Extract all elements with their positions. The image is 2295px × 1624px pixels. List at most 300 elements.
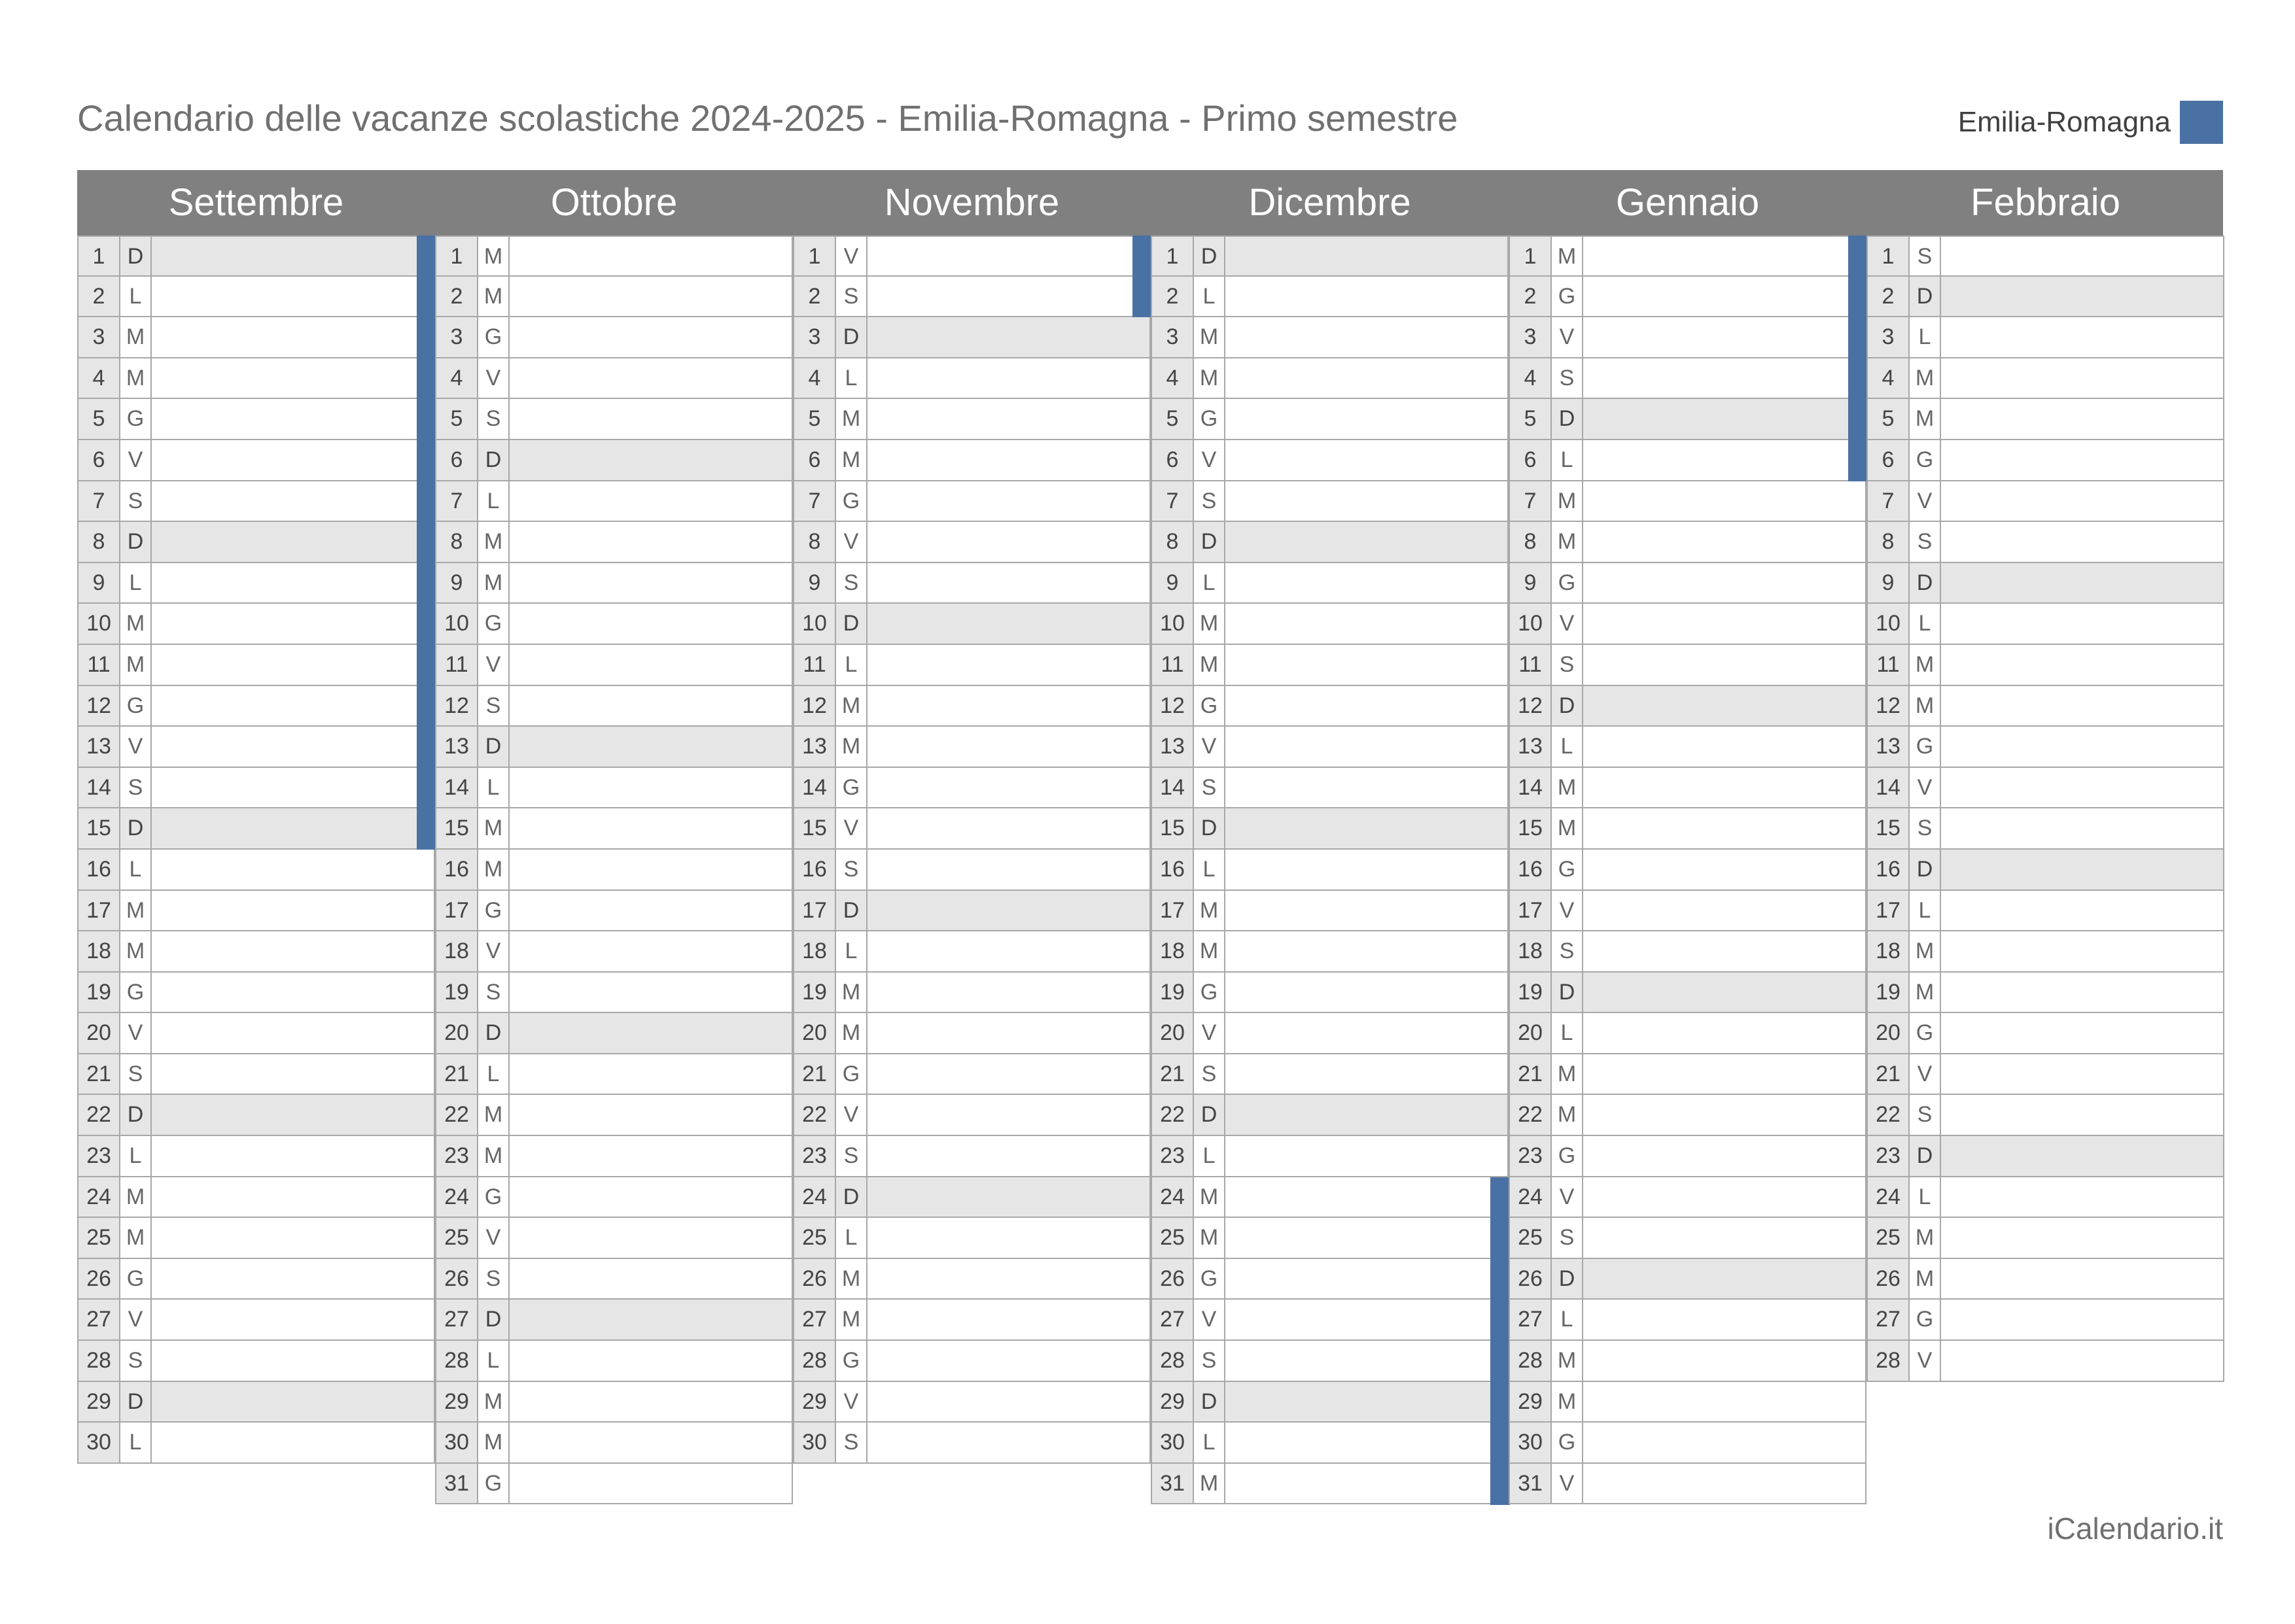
day-row	[1151, 727, 1509, 768]
weekday-letter: L	[1552, 1013, 1583, 1053]
day-row	[1509, 850, 1866, 891]
day-row	[1866, 1218, 2224, 1259]
day-row	[435, 1218, 793, 1259]
day-number: 8	[794, 522, 836, 562]
weekday-letter: M	[1552, 481, 1583, 521]
day-row	[77, 1013, 435, 1054]
day-number: 5	[436, 399, 478, 439]
day-cell	[510, 891, 792, 931]
day-row	[1151, 604, 1509, 645]
weekday-letter: D	[478, 727, 510, 767]
day-row	[77, 235, 435, 277]
day-cell	[867, 1382, 1149, 1422]
weekday-letter: S	[1194, 768, 1225, 808]
weekday-letter: G	[1194, 686, 1225, 726]
day-row	[1151, 440, 1509, 481]
day-number: 2	[1152, 277, 1194, 317]
day-cell	[510, 1259, 792, 1299]
day-cell	[1225, 891, 1507, 931]
day-cell	[867, 1054, 1149, 1094]
weekday-letter: S	[1552, 645, 1583, 685]
day-cell	[867, 768, 1149, 808]
weekday-letter: G	[478, 317, 510, 357]
day-number: 22	[1510, 1095, 1552, 1135]
day-number: 9	[1152, 563, 1194, 603]
weekday-letter: V	[836, 522, 867, 562]
day-row	[77, 277, 435, 318]
weekday-letter: M	[836, 1259, 867, 1299]
day-row	[1151, 1013, 1509, 1054]
day-row	[1866, 604, 2224, 645]
day-row	[77, 1136, 435, 1177]
day-cell	[867, 317, 1149, 357]
day-number: 14	[1152, 768, 1194, 808]
day-number: 11	[79, 645, 120, 685]
weekday-letter: D	[120, 237, 152, 275]
day-number: 11	[436, 645, 478, 685]
day-cell	[1225, 808, 1507, 848]
weekday-letter: S	[478, 686, 510, 726]
weekday-letter: D	[1552, 1259, 1583, 1299]
day-row	[77, 317, 435, 358]
weekday-letter: G	[1910, 1013, 1941, 1053]
day-number: 16	[436, 850, 478, 890]
day-number: 30	[1510, 1423, 1552, 1462]
day-cell	[1583, 1259, 1865, 1299]
weekday-letter: L	[478, 481, 510, 521]
day-cell	[1583, 237, 1865, 275]
day-cell	[152, 645, 434, 685]
day-number: 6	[1152, 440, 1194, 480]
day-row	[793, 973, 1151, 1014]
day-row	[1509, 1177, 1866, 1218]
weekday-letter: V	[836, 808, 867, 848]
day-cell	[510, 1341, 792, 1381]
day-row	[1866, 277, 2224, 318]
day-row	[77, 973, 435, 1014]
day-cell	[1225, 440, 1507, 480]
day-number: 7	[794, 481, 836, 521]
day-number: 15	[1152, 808, 1194, 848]
day-row	[435, 1464, 793, 1505]
day-row	[435, 358, 793, 400]
day-cell	[152, 1095, 434, 1135]
day-row	[793, 1341, 1151, 1382]
day-number: 23	[1868, 1136, 1910, 1176]
weekday-letter: S	[120, 1341, 152, 1381]
day-row	[77, 1300, 435, 1341]
day-number: 13	[794, 727, 836, 767]
day-number: 26	[1868, 1259, 1910, 1299]
day-number: 1	[79, 237, 120, 275]
day-cell	[867, 1259, 1149, 1299]
day-number: 18	[436, 931, 478, 971]
weekday-letter: M	[1552, 1095, 1583, 1135]
day-cell	[152, 481, 434, 521]
day-cell	[1941, 1259, 2223, 1299]
weekday-letter: G	[836, 1054, 867, 1094]
day-number: 4	[1868, 358, 1910, 398]
weekday-letter: M	[478, 563, 510, 603]
day-cell	[1583, 399, 1865, 439]
day-row	[77, 1341, 435, 1382]
day-row	[77, 1177, 435, 1218]
day-cell	[1225, 522, 1507, 562]
day-cell	[1225, 931, 1507, 971]
day-number: 5	[79, 399, 120, 439]
weekday-letter: D	[1552, 973, 1583, 1012]
day-cell	[152, 1013, 434, 1053]
day-row	[793, 1136, 1151, 1177]
day-number: 14	[1868, 768, 1910, 808]
day-row	[1151, 768, 1509, 809]
weekday-letter: V	[836, 1095, 867, 1135]
day-row	[435, 481, 793, 523]
day-number: 16	[79, 850, 120, 890]
day-cell	[867, 1341, 1149, 1381]
day-cell	[1583, 645, 1865, 685]
day-row	[1866, 440, 2224, 481]
day-row	[1866, 973, 2224, 1014]
weekday-letter: G	[1552, 1423, 1583, 1462]
day-row	[1151, 277, 1509, 318]
weekday-letter: V	[1194, 1300, 1225, 1339]
day-number: 8	[1510, 522, 1552, 562]
day-cell	[1225, 237, 1507, 275]
month-days	[1151, 235, 1509, 1504]
day-row	[435, 973, 793, 1014]
day-row	[1151, 1136, 1509, 1177]
day-number: 9	[1868, 563, 1910, 603]
day-row	[793, 1218, 1151, 1259]
day-number: 19	[1152, 973, 1194, 1012]
day-row	[435, 1382, 793, 1423]
day-row	[1866, 235, 2224, 277]
day-cell	[152, 727, 434, 767]
weekday-letter: M	[478, 850, 510, 890]
day-number: 12	[436, 686, 478, 726]
day-cell	[1583, 1382, 1865, 1422]
day-row	[793, 277, 1151, 318]
day-cell	[1941, 604, 2223, 644]
day-number: 13	[79, 727, 120, 767]
weekday-letter: V	[120, 1013, 152, 1053]
day-cell	[152, 1218, 434, 1258]
day-number: 28	[794, 1341, 836, 1381]
day-number: 10	[79, 604, 120, 644]
day-row	[1866, 1341, 2224, 1382]
day-number: 10	[1152, 604, 1194, 644]
weekday-letter: V	[478, 358, 510, 398]
weekday-letter: D	[836, 317, 867, 357]
day-cell	[1583, 1095, 1865, 1135]
day-cell	[1225, 973, 1507, 1012]
day-cell	[1583, 317, 1865, 357]
day-cell	[510, 317, 792, 357]
day-row	[1866, 768, 2224, 809]
weekday-letter: S	[1194, 1341, 1225, 1381]
day-cell	[510, 768, 792, 808]
weekday-letter: G	[478, 891, 510, 931]
day-number: 1	[1868, 237, 1910, 275]
day-row	[77, 768, 435, 809]
weekday-letter: M	[836, 1013, 867, 1053]
day-number: 17	[1152, 891, 1194, 931]
day-cell	[867, 645, 1149, 685]
day-cell	[1941, 727, 2223, 767]
day-row	[435, 522, 793, 563]
day-number: 30	[1152, 1423, 1194, 1462]
day-row	[1509, 481, 1866, 523]
day-cell	[510, 1218, 792, 1258]
day-number: 7	[1152, 481, 1194, 521]
weekday-letter: S	[120, 768, 152, 808]
day-cell	[1583, 481, 1865, 521]
weekday-letter: M	[1194, 1218, 1225, 1258]
weekday-letter: V	[120, 1300, 152, 1339]
day-cell	[152, 1300, 434, 1339]
weekday-letter: D	[1194, 1382, 1225, 1422]
day-number: 22	[794, 1095, 836, 1135]
weekday-letter: L	[1194, 850, 1225, 890]
weekday-letter: D	[1194, 522, 1225, 562]
day-number: 25	[1152, 1218, 1194, 1258]
weekday-letter: M	[1910, 399, 1941, 439]
day-row	[77, 1218, 435, 1259]
day-row	[77, 850, 435, 891]
weekday-letter: V	[1194, 727, 1225, 767]
day-row	[77, 808, 435, 850]
weekday-letter: V	[1910, 1054, 1941, 1094]
weekday-letter: G	[1194, 1259, 1225, 1299]
day-cell	[510, 1464, 792, 1504]
day-row	[77, 358, 435, 400]
day-cell	[1583, 891, 1865, 931]
day-number: 14	[436, 768, 478, 808]
day-row	[1866, 1136, 2224, 1177]
day-number: 16	[1152, 850, 1194, 890]
day-number: 5	[1152, 399, 1194, 439]
day-cell	[1225, 481, 1507, 521]
day-row	[793, 1013, 1151, 1054]
weekday-letter: D	[478, 1300, 510, 1339]
day-number: 14	[794, 768, 836, 808]
day-number: 13	[1152, 727, 1194, 767]
day-cell	[152, 277, 434, 317]
weekday-letter: M	[120, 931, 152, 971]
day-number: 23	[436, 1136, 478, 1176]
month-name: Gennaio	[1615, 181, 1760, 224]
day-number: 9	[794, 563, 836, 603]
day-cell	[152, 440, 434, 480]
day-row	[1509, 358, 1866, 400]
month-column-novembre	[793, 170, 1151, 1464]
day-number: 10	[794, 604, 836, 644]
weekday-letter: S	[836, 850, 867, 890]
weekday-letter: V	[1910, 1341, 1941, 1381]
day-cell	[1225, 1095, 1507, 1135]
weekday-letter: M	[478, 1382, 510, 1422]
day-cell	[510, 931, 792, 971]
day-row	[1151, 522, 1509, 563]
day-cell	[867, 237, 1149, 275]
weekday-letter: L	[120, 563, 152, 603]
day-number: 20	[1868, 1013, 1910, 1053]
weekday-letter: L	[478, 768, 510, 808]
weekday-letter: M	[1552, 1341, 1583, 1381]
day-number: 23	[794, 1136, 836, 1176]
day-number: 4	[79, 358, 120, 398]
day-cell	[510, 399, 792, 439]
day-number: 28	[1510, 1341, 1552, 1381]
day-cell	[1583, 1054, 1865, 1094]
day-number: 24	[436, 1177, 478, 1217]
day-cell	[510, 604, 792, 644]
day-row	[1509, 727, 1866, 768]
day-row	[793, 891, 1151, 932]
day-row	[435, 1341, 793, 1382]
day-cell	[1583, 931, 1865, 971]
day-number: 19	[1510, 973, 1552, 1012]
day-number: 13	[1868, 727, 1910, 767]
day-row	[793, 522, 1151, 563]
day-row	[1509, 1423, 1866, 1464]
weekday-letter: M	[1194, 317, 1225, 357]
weekday-letter: G	[1552, 850, 1583, 890]
day-cell	[1225, 563, 1507, 603]
day-cell	[152, 1259, 434, 1299]
weekday-letter: S	[836, 563, 867, 603]
day-cell	[1583, 563, 1865, 603]
day-cell	[1583, 1136, 1865, 1176]
day-number: 8	[1868, 522, 1910, 562]
day-cell	[1941, 358, 2223, 398]
weekday-letter: G	[1910, 440, 1941, 480]
day-row	[1509, 604, 1866, 645]
day-row	[793, 563, 1151, 604]
weekday-letter: L	[120, 1136, 152, 1176]
weekday-letter: V	[1194, 1013, 1225, 1053]
day-row	[1866, 1300, 2224, 1341]
day-number: 19	[1868, 973, 1910, 1012]
day-number: 17	[436, 891, 478, 931]
day-row	[1151, 1464, 1509, 1505]
day-cell	[510, 1177, 792, 1217]
day-row	[435, 768, 793, 809]
weekday-letter: L	[1194, 563, 1225, 603]
day-cell	[510, 1013, 792, 1053]
day-number: 12	[79, 686, 120, 726]
day-row	[77, 686, 435, 727]
day-row	[1509, 1259, 1866, 1300]
weekday-letter: D	[1910, 1136, 1941, 1176]
weekday-letter: M	[478, 808, 510, 848]
day-cell	[152, 237, 434, 275]
day-number: 18	[1510, 931, 1552, 971]
day-number: 29	[1152, 1382, 1194, 1422]
weekday-letter: M	[120, 891, 152, 931]
holiday-marker	[417, 235, 436, 850]
day-cell	[1225, 1259, 1507, 1299]
day-number: 21	[1510, 1054, 1552, 1094]
day-number: 21	[794, 1054, 836, 1094]
day-number: 10	[1510, 604, 1552, 644]
day-cell	[152, 808, 434, 848]
day-row	[793, 317, 1151, 358]
day-row	[435, 686, 793, 727]
day-cell	[1225, 317, 1507, 357]
day-number: 27	[794, 1300, 836, 1339]
weekday-letter: M	[478, 1095, 510, 1135]
day-number: 3	[436, 317, 478, 357]
weekday-letter: L	[1194, 1423, 1225, 1462]
day-cell	[1225, 1300, 1507, 1339]
weekday-letter: G	[478, 604, 510, 644]
day-row	[77, 931, 435, 973]
holiday-marker	[1132, 235, 1152, 317]
weekday-letter: D	[478, 1013, 510, 1053]
day-cell	[510, 522, 792, 562]
day-number: 12	[1868, 686, 1910, 726]
day-number: 5	[794, 399, 836, 439]
day-number: 22	[1868, 1095, 1910, 1135]
day-cell	[1225, 358, 1507, 398]
day-row	[77, 1095, 435, 1136]
weekday-letter: M	[478, 522, 510, 562]
month-days	[435, 235, 793, 1504]
day-number: 27	[436, 1300, 478, 1339]
day-number: 20	[1510, 1013, 1552, 1053]
day-number: 26	[1152, 1259, 1194, 1299]
day-cell	[1225, 645, 1507, 685]
day-number: 24	[79, 1177, 120, 1217]
day-number: 28	[436, 1341, 478, 1381]
day-number: 27	[1152, 1300, 1194, 1339]
day-cell	[1941, 645, 2223, 685]
day-number: 17	[794, 891, 836, 931]
weekday-letter: D	[836, 604, 867, 644]
day-number: 15	[1868, 808, 1910, 848]
day-row	[1509, 686, 1866, 727]
weekday-letter: L	[1194, 277, 1225, 317]
weekday-letter: L	[120, 850, 152, 890]
day-row	[1151, 850, 1509, 891]
day-number: 15	[794, 808, 836, 848]
weekday-letter: L	[836, 645, 867, 685]
day-cell	[1583, 358, 1865, 398]
day-row	[1151, 1300, 1509, 1341]
weekday-letter: S	[1910, 237, 1941, 275]
day-cell	[152, 850, 434, 890]
day-row	[435, 850, 793, 891]
weekday-letter: M	[836, 973, 867, 1012]
day-row	[1151, 973, 1509, 1014]
day-cell	[510, 277, 792, 317]
day-cell	[1583, 440, 1865, 480]
day-cell	[867, 1300, 1149, 1339]
day-cell	[510, 1300, 792, 1339]
weekday-letter: S	[1552, 358, 1583, 398]
weekday-letter: L	[836, 1218, 867, 1258]
day-row	[435, 645, 793, 686]
day-row	[793, 235, 1151, 277]
weekday-letter: G	[478, 1464, 510, 1504]
day-cell	[1941, 563, 2223, 603]
day-row	[1866, 317, 2224, 358]
weekday-letter: D	[836, 891, 867, 931]
weekday-letter: S	[1910, 1095, 1941, 1135]
day-cell	[1941, 1054, 2223, 1094]
